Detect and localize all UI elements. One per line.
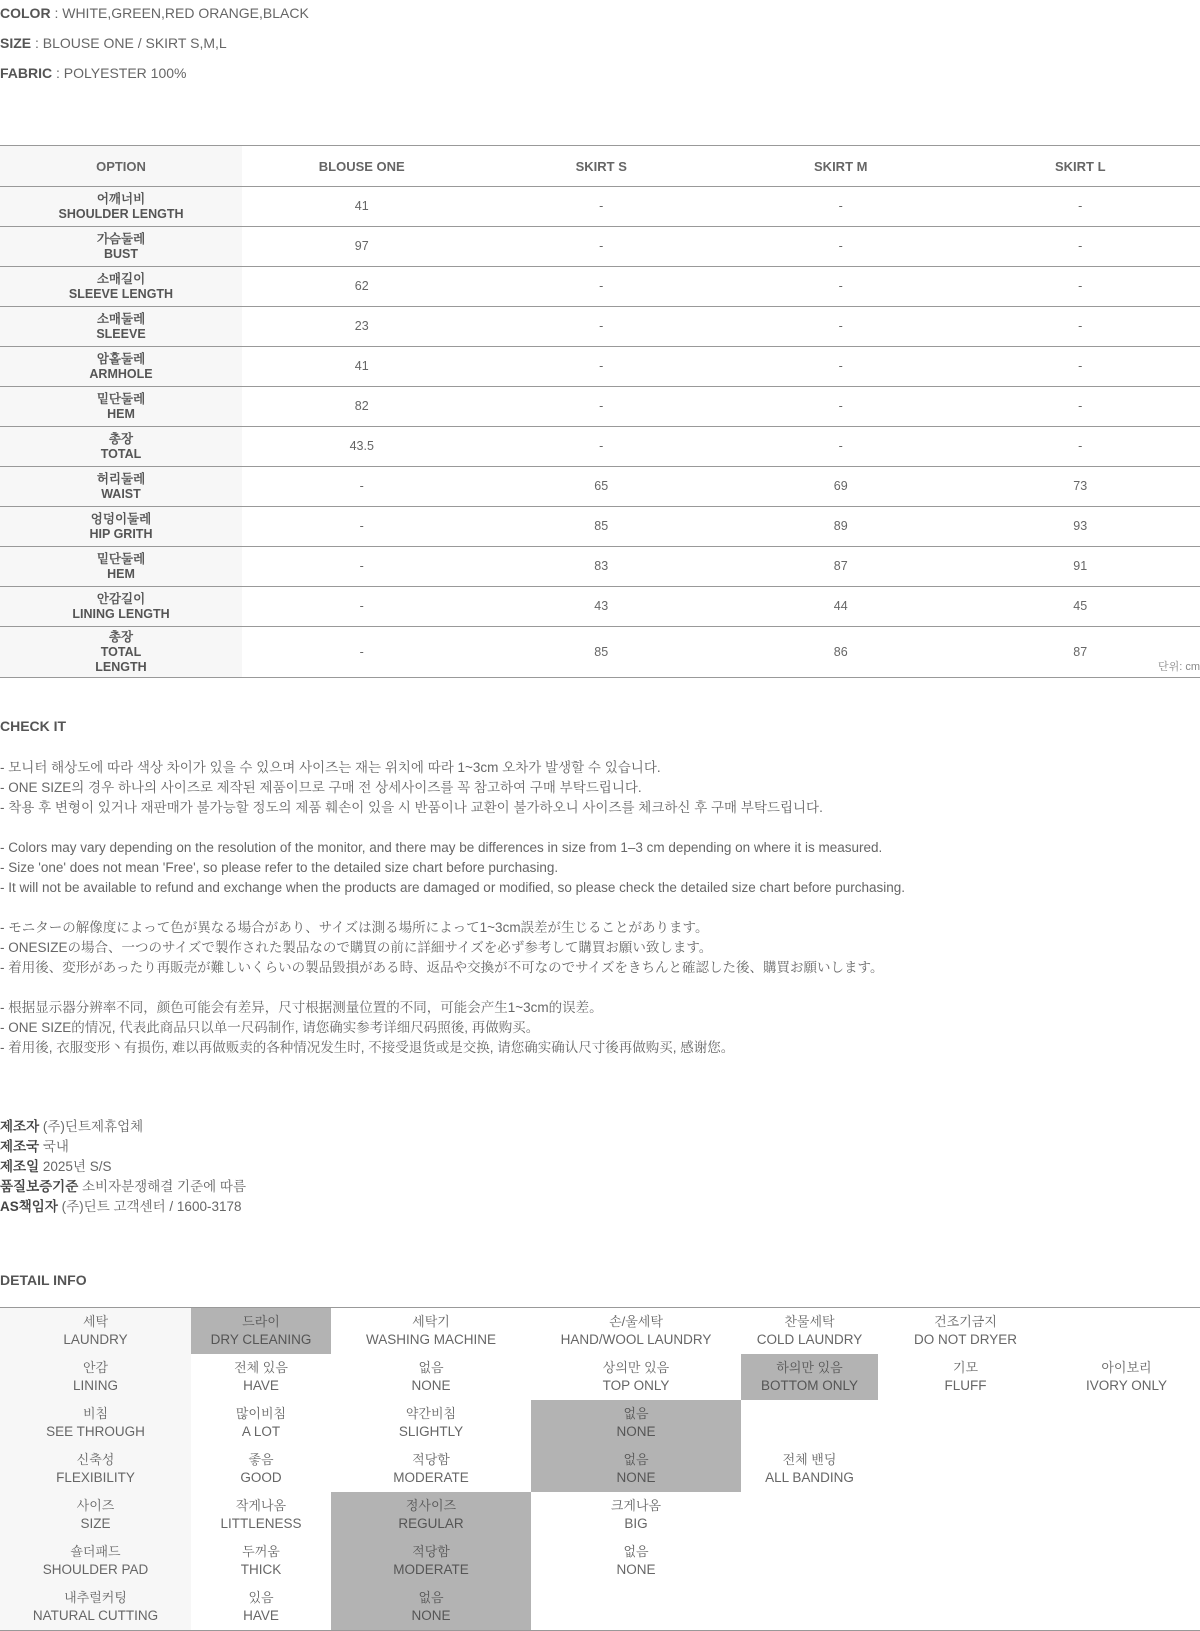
- maker-value: 국내: [39, 1139, 69, 1154]
- detail-label-ko: 없음: [418, 1590, 444, 1605]
- header-blouse-one: BLOUSE ONE: [242, 146, 482, 187]
- spec-value: : BLOUSE ONE / SKIRT S,M,L: [31, 35, 227, 51]
- check-it-title: CHECK IT: [0, 718, 67, 734]
- maker-value: (주)딘트제휴업체: [39, 1119, 144, 1134]
- value-cell: 44: [721, 587, 961, 627]
- value-cell: -: [482, 307, 722, 347]
- option-label-en: TOTAL: [100, 446, 142, 461]
- detail-category: [0, 1354, 191, 1400]
- detail-option: [878, 1538, 1053, 1584]
- detail-label-ko: 작게나옴: [235, 1498, 287, 1513]
- detail-label-en: HAND/WOOL LAUNDRY: [560, 1332, 712, 1347]
- table-row: [0, 307, 1200, 347]
- detail-label-ko: 적당함: [412, 1452, 450, 1467]
- spacer: [0, 818, 905, 838]
- maker-value: (주)딘트 고객센터 / 1600-3178: [57, 1199, 242, 1214]
- detail-option: [531, 1492, 741, 1538]
- spec-list: [0, 2, 309, 92]
- detail-category: [0, 1538, 191, 1584]
- value-cell: 93: [961, 507, 1200, 547]
- detail-label-en: LINING: [72, 1378, 118, 1393]
- detail-option: [331, 1354, 531, 1400]
- maker-line: [0, 1197, 246, 1217]
- table-row: [0, 427, 1200, 467]
- size-table-body: [0, 187, 1200, 678]
- detail-label-ko: 없음: [623, 1406, 649, 1421]
- spec-value: : WHITE,GREEN,RED ORANGE,BLACK: [50, 5, 309, 21]
- detail-option: [1053, 1400, 1200, 1446]
- maker-line: [0, 1117, 246, 1137]
- detail-label-ko: 손/울세탁: [609, 1314, 663, 1329]
- maker-line: [0, 1137, 246, 1157]
- value-cell: -: [242, 547, 482, 587]
- detail-option: [191, 1446, 331, 1492]
- value-cell: 97: [242, 227, 482, 267]
- maker-label: 제조일: [0, 1159, 40, 1174]
- option-label-ko: 허리둘레: [96, 471, 146, 486]
- detail-category: [0, 1446, 191, 1492]
- table-row: [0, 467, 1200, 507]
- note-line-zh: - 根据显示器分辨率不同，颜色可能会有差异，尺寸根据测量位置的不同，可能会产生1~3cm的误差。: [0, 1000, 603, 1015]
- option-cell: [0, 187, 242, 227]
- value-cell: -: [482, 387, 722, 427]
- option-label-en: SHOULDER LENGTH: [58, 206, 184, 221]
- spacer: [0, 978, 905, 998]
- maker-label: AS책임자: [0, 1199, 58, 1214]
- maker-line: [0, 1177, 246, 1197]
- detail-label-ko: 하의만 있음: [776, 1360, 843, 1375]
- detail-option: [1053, 1446, 1200, 1492]
- detail-label-en: LAUNDRY: [63, 1332, 128, 1347]
- option-label-ko: 총장: [108, 629, 134, 644]
- maker-value: 소비자분쟁해결 기준에 따름: [78, 1179, 246, 1194]
- detail-option: [331, 1308, 531, 1355]
- detail-label-en: NONE: [616, 1424, 656, 1439]
- detail-option: [531, 1354, 741, 1400]
- option-label-en-line2: LENGTH: [95, 659, 147, 674]
- option-label-ko: 어깨너비: [96, 191, 146, 206]
- value-cell: -: [721, 227, 961, 267]
- value-cell: 87: [721, 547, 961, 587]
- unit-label: 단위: cm: [1157, 661, 1200, 673]
- detail-label-en: THICK: [240, 1562, 282, 1577]
- detail-label-ko: 세탁기: [412, 1314, 450, 1329]
- option-cell: [0, 627, 242, 678]
- detail-label-ko: 없음: [623, 1452, 649, 1467]
- maker-label: 제조자: [0, 1119, 40, 1134]
- detail-label-ko: 드라이: [242, 1314, 280, 1329]
- value-cell: 69: [721, 467, 961, 507]
- value-cell: 83: [482, 547, 722, 587]
- detail-label-en: SEE THROUGH: [46, 1424, 145, 1439]
- value-cell: -: [961, 427, 1200, 467]
- option-label-ko: 안감길이: [96, 591, 146, 606]
- detail-label-en: MODERATE: [393, 1470, 469, 1485]
- detail-option-selected: [331, 1492, 531, 1538]
- detail-label-en: ALL BANDING: [765, 1470, 854, 1485]
- value-cell: -: [961, 307, 1200, 347]
- option-cell: [0, 387, 242, 427]
- table-row: [0, 507, 1200, 547]
- detail-label-ko: 비침: [82, 1406, 109, 1421]
- detail-label-en: NONE: [616, 1470, 656, 1485]
- note-line-zh: - 着用後, 衣服变形丶有损伤, 难以再做贩卖的各种情况发生时, 不接受退货或是交换, 请您确实确认尺寸後再做购买, 感谢您。: [0, 1040, 735, 1055]
- value-cell: -: [482, 347, 722, 387]
- option-label-en: LINING LENGTH: [72, 606, 170, 621]
- option-label-ko: 밑단둘레: [96, 391, 146, 406]
- value-cell: -: [961, 227, 1200, 267]
- detail-row: [0, 1538, 1200, 1584]
- spec-color: [0, 2, 309, 32]
- maker-line: [0, 1157, 246, 1177]
- detail-label-en: NONE: [616, 1562, 656, 1577]
- table-row: [0, 187, 1200, 227]
- detail-option: [531, 1584, 741, 1631]
- detail-label-ko: 신축성: [76, 1452, 115, 1467]
- option-label-en: WAIST: [101, 486, 141, 501]
- table-row: [0, 547, 1200, 587]
- option-cell: [0, 227, 242, 267]
- value-cell: -: [961, 347, 1200, 387]
- detail-label-ko: 약간비침: [405, 1406, 457, 1421]
- detail-label-en: SHOULDER PAD: [42, 1562, 149, 1577]
- value-cell: -: [961, 267, 1200, 307]
- detail-table: [0, 1307, 1200, 1631]
- value-cell: -: [721, 347, 961, 387]
- detail-label-ko: 찬물세탁: [784, 1314, 835, 1329]
- detail-label-ko: 기모: [952, 1360, 979, 1375]
- detail-label-en: HAVE: [243, 1608, 279, 1623]
- value-cell: -: [482, 187, 722, 227]
- detail-option: [191, 1492, 331, 1538]
- option-cell: [0, 507, 242, 547]
- spec-fabric: [0, 62, 309, 92]
- value-cell: 87: [961, 627, 1200, 678]
- detail-label-en: BIG: [624, 1516, 648, 1531]
- detail-row: [0, 1400, 1200, 1446]
- detail-label-ko: 상의만 있음: [602, 1360, 670, 1375]
- detail-option: [191, 1354, 331, 1400]
- detail-label-en: MODERATE: [393, 1562, 469, 1577]
- detail-option: [741, 1446, 878, 1492]
- value-cell: 86: [721, 627, 961, 678]
- detail-label-en: SLIGHTLY: [398, 1424, 464, 1439]
- detail-option: [1053, 1308, 1200, 1355]
- option-cell: [0, 307, 242, 347]
- detail-option: [878, 1308, 1053, 1355]
- option-label-en: SLEEVE LENGTH: [68, 286, 174, 301]
- option-label-en: ARMHOLE: [89, 366, 153, 381]
- value-cell: 41: [242, 347, 482, 387]
- value-cell: -: [482, 227, 722, 267]
- detail-label-ko: 숄더패드: [70, 1544, 121, 1559]
- detail-label-en: FLUFF: [944, 1378, 987, 1393]
- value-cell: -: [721, 307, 961, 347]
- option-label-en: HEM: [107, 406, 135, 421]
- detail-category: [0, 1400, 191, 1446]
- note-line-ja: - 着用後、変形があったり再販売が難しいくらいの製品毀損がある時、返品や交換が不可なのでサイズをきちんと確認した後、購買お願いします。: [0, 960, 884, 975]
- note-line-ja: - ONESIZEの場合、一つのサイズで製作された製品なので購買の前に詳細サイズを必ず参考して購買お願い致します。: [0, 940, 713, 955]
- detail-label-en: IVORY ONLY: [1085, 1378, 1168, 1393]
- option-cell: [0, 587, 242, 627]
- detail-info-title: DETAIL INFO: [0, 1272, 87, 1288]
- option-label-ko: 암홀둘레: [96, 351, 146, 366]
- detail-label-ko: 아이보리: [1101, 1360, 1152, 1375]
- detail-option: [1053, 1354, 1200, 1400]
- value-cell: 85: [482, 507, 722, 547]
- option-label-ko: 밑단둘레: [96, 551, 146, 566]
- detail-option: [191, 1584, 331, 1631]
- value-cell: -: [721, 267, 961, 307]
- value-cell: -: [242, 507, 482, 547]
- detail-option: [331, 1446, 531, 1492]
- value-cell: 23: [242, 307, 482, 347]
- option-cell: [0, 547, 242, 587]
- detail-label-en: BOTTOM ONLY: [760, 1378, 858, 1393]
- detail-label-en: COLD LAUNDRY: [756, 1332, 863, 1347]
- spec-value: : POLYESTER 100%: [52, 65, 187, 81]
- spec-label: FABRIC: [0, 65, 53, 81]
- value-cell: 45: [961, 587, 1200, 627]
- note-line-en: - Size 'one' does not mean 'Free', so please refer to the detailed size chart before purchasing.: [0, 860, 559, 875]
- detail-option: [878, 1400, 1053, 1446]
- detail-label-en: LITTLENESS: [220, 1516, 302, 1531]
- value-cell: 73: [961, 467, 1200, 507]
- value-cell: 85: [482, 627, 722, 678]
- option-label-en: BUST: [103, 246, 139, 261]
- detail-label-ko: 적당함: [412, 1544, 450, 1559]
- table-row: [0, 387, 1200, 427]
- table-row: [0, 627, 1200, 678]
- detail-label-en: HAVE: [243, 1378, 279, 1393]
- detail-label-ko: 세탁: [82, 1314, 109, 1329]
- detail-option: [741, 1308, 878, 1355]
- detail-label-ko: 좋음: [248, 1452, 274, 1467]
- detail-option: [531, 1538, 741, 1584]
- option-cell: [0, 427, 242, 467]
- value-cell: -: [482, 267, 722, 307]
- value-cell: 91: [961, 547, 1200, 587]
- maker-value: 2025년 S/S: [39, 1159, 112, 1174]
- value-cell: 41: [242, 187, 482, 227]
- option-label-ko: 소매둘레: [96, 311, 146, 326]
- value-cell: -: [721, 427, 961, 467]
- option-label-ko: 가슴둘레: [96, 231, 146, 246]
- option-label-en: TOTAL: [100, 644, 142, 659]
- detail-option: [531, 1308, 741, 1355]
- detail-row: [0, 1354, 1200, 1400]
- size-table-header: [0, 146, 1200, 187]
- detail-label-en: FLEXIBILITY: [56, 1470, 135, 1485]
- note-line-en: - Colors may vary depending on the resolution of the monitor, and there may be differences in size from 1–3 cm depending on where it is measured.: [0, 840, 883, 855]
- note-line-ko: - 모니터 해상도에 따라 색상 차이가 있을 수 있으며 사이즈는 재는 위치에 따라 1~3cm 오차가 발생할 수 있습니다.: [0, 760, 661, 775]
- table-row: [0, 587, 1200, 627]
- detail-label-en: DO NOT DRYER: [913, 1332, 1018, 1347]
- detail-row: [0, 1492, 1200, 1538]
- header-skirt-m: SKIRT M: [721, 146, 961, 187]
- detail-label-ko: 두꺼움: [242, 1544, 280, 1559]
- detail-table-body: [0, 1308, 1200, 1631]
- detail-label-ko: 전체 밴딩: [782, 1452, 837, 1467]
- spec-label: SIZE: [0, 35, 32, 51]
- detail-option-selected: [741, 1354, 878, 1400]
- detail-row: [0, 1308, 1200, 1355]
- detail-label-en: DRY CLEANING: [210, 1332, 312, 1347]
- detail-row: [0, 1584, 1200, 1631]
- option-cell: [0, 267, 242, 307]
- option-cell: [0, 467, 242, 507]
- value-cell: 62: [242, 267, 482, 307]
- detail-label-ko: 없음: [418, 1360, 444, 1375]
- detail-label-en: WASHING MACHINE: [365, 1332, 496, 1347]
- detail-label-ko: 크게나옴: [610, 1498, 662, 1513]
- detail-label-en: A LOT: [241, 1424, 281, 1439]
- header-skirt-l: SKIRT L: [961, 146, 1200, 187]
- detail-option: [1053, 1584, 1200, 1631]
- size-table: [0, 145, 1200, 678]
- detail-label-ko: 많이비침: [235, 1406, 287, 1421]
- spec-label: COLOR: [0, 5, 51, 21]
- value-cell: -: [961, 187, 1200, 227]
- detail-option: [878, 1446, 1053, 1492]
- value-cell: -: [721, 387, 961, 427]
- table-row: [0, 227, 1200, 267]
- option-label-ko: 총장: [108, 431, 134, 446]
- maker-label: 품질보증기준: [0, 1179, 79, 1194]
- detail-label-ko: 내추럴커팅: [64, 1590, 127, 1605]
- detail-label-ko: 정사이즈: [405, 1498, 457, 1513]
- value-cell: 82: [242, 387, 482, 427]
- detail-option-selected: [531, 1400, 741, 1446]
- detail-label-ko: 안감: [82, 1360, 109, 1375]
- note-line-en: - It will not be available to refund and exchange when the products are damaged or modified, so please check the detailed size chart before purchasing.: [0, 880, 906, 895]
- value-cell: -: [242, 587, 482, 627]
- header-option: OPTION: [0, 146, 242, 187]
- detail-option: [741, 1492, 878, 1538]
- detail-label-ko: 건조기금지: [934, 1314, 997, 1329]
- value-cell: 43: [482, 587, 722, 627]
- note-line-ko: - 착용 후 변형이 있거나 재판매가 불가능할 정도의 제품 훼손이 있을 시 반품이나 교환이 불가하오니 사이즈를 체크하신 후 구매 부탁드립니다.: [0, 800, 823, 815]
- value-cell: -: [242, 627, 482, 678]
- detail-option-selected: [331, 1584, 531, 1631]
- detail-option: [878, 1354, 1053, 1400]
- detail-option: [1053, 1492, 1200, 1538]
- table-row: [0, 347, 1200, 387]
- option-label-en: HIP GRITH: [89, 526, 153, 541]
- detail-label-en: NONE: [411, 1378, 451, 1393]
- value-cell: -: [961, 387, 1200, 427]
- maker-label: 제조국: [0, 1139, 40, 1154]
- detail-label-en: REGULAR: [398, 1516, 464, 1531]
- value-cell: -: [482, 427, 722, 467]
- note-line-ja: - モニターの解像度によって色が異なる場合があり、サイズは測る場所によって1~3cm誤差が生じることがあります。: [0, 920, 709, 935]
- detail-option: [191, 1400, 331, 1446]
- detail-option: [1053, 1538, 1200, 1584]
- detail-category: [0, 1584, 191, 1631]
- detail-option: [331, 1400, 531, 1446]
- option-label-ko: 엉덩이둘레: [90, 511, 152, 526]
- check-it-notes: [0, 758, 905, 1058]
- note-line-ko: - ONE SIZE의 경우 하나의 사이즈로 제작된 제품이므로 구매 전 상세사이즈를 꼭 참고하여 구매 부탁드립니다.: [0, 780, 642, 795]
- detail-label-en: GOOD: [240, 1470, 282, 1485]
- detail-option: [878, 1492, 1053, 1538]
- detail-label-ko: 전체 있음: [234, 1360, 288, 1375]
- spec-size: [0, 32, 309, 62]
- value-cell: -: [242, 467, 482, 507]
- detail-label-en: NONE: [411, 1608, 451, 1623]
- detail-label-ko: 사이즈: [76, 1498, 115, 1513]
- detail-option-selected: [531, 1446, 741, 1492]
- value-cell: 65: [482, 467, 722, 507]
- option-cell: [0, 347, 242, 387]
- detail-label-en: SIZE: [80, 1516, 111, 1531]
- detail-option: [878, 1584, 1053, 1631]
- detail-category: [0, 1492, 191, 1538]
- option-label-ko: 소매길이: [96, 271, 146, 286]
- maker-info: [0, 1117, 246, 1217]
- table-row: [0, 267, 1200, 307]
- value-cell: 89: [721, 507, 961, 547]
- detail-label-ko: 없음: [623, 1544, 649, 1559]
- detail-option: [191, 1538, 331, 1584]
- detail-category: [0, 1308, 191, 1355]
- detail-option: [741, 1584, 878, 1631]
- note-line-zh: - ONE SIZE的情况, 代表此商品只以单一尺码制作, 请您确实参考详细尺码照後, 再做购买。: [0, 1020, 540, 1035]
- detail-option-selected: [331, 1538, 531, 1584]
- detail-option: [741, 1538, 878, 1584]
- detail-option: [741, 1400, 878, 1446]
- spacer: [0, 898, 905, 918]
- detail-row: [0, 1446, 1200, 1492]
- detail-option-selected: [191, 1308, 331, 1355]
- option-label-en: HEM: [107, 566, 135, 581]
- value-cell: -: [721, 187, 961, 227]
- option-label-en: SLEEVE: [96, 326, 146, 341]
- detail-label-en: TOP ONLY: [602, 1378, 670, 1393]
- detail-label-en: NATURAL CUTTING: [32, 1608, 159, 1623]
- header-skirt-s: SKIRT S: [482, 146, 722, 187]
- detail-label-ko: 있음: [248, 1590, 274, 1605]
- value-cell: 43.5: [242, 427, 482, 467]
